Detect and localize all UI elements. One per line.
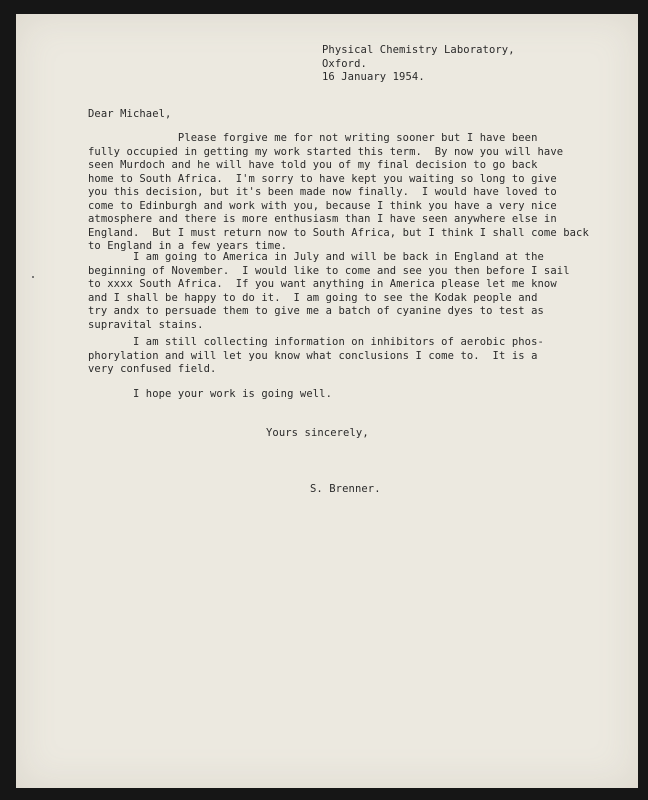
- margin-speck: [32, 276, 34, 278]
- address-line-city: Oxford.: [322, 57, 367, 70]
- typed-letter: [16, 14, 638, 788]
- letter-page: [16, 14, 638, 788]
- paragraph-2: I am going to America in July and will be back in England at the beginning of November. I would like to come and see you then before I sail to xxxx South Africa. If you want anything in America please let me know and I shall be happy to do it. I am going to see the Kodak people and try andx to persuade them to give me a batch of cyanine dyes to test as supravital stains.: [88, 251, 570, 331]
- paragraph-3: I am still collecting information on inhibitors of aerobic phos- phorylation and will let you know what conclusions I come to. It is a very confused field.: [88, 336, 544, 375]
- signature: S. Brenner.: [310, 483, 381, 495]
- paragraph-1: Please forgive me for not writing sooner but I have been fully occupied in getting my work started this term. By now you will have seen Murdoch and he will have told you of my final decision to go back home to South Africa. I'm sorry to have kept you waiting so long to give you this decision, but it's been made now finally. I would have loved to come to Edinburgh and work with you, because I think you have a very nice atmosphere and there is more enthusiasm than I have seen anywhere else in England. But I must return now to South Africa, but I think I shall come back to England in a few years time.: [88, 132, 589, 252]
- paragraph-4: I hope your work is going well.: [88, 388, 333, 400]
- salutation: Dear Michael,: [88, 108, 172, 120]
- closing: Yours sincerely,: [266, 427, 369, 439]
- address-line-institution: Physical Chemistry Laboratory,: [322, 44, 515, 56]
- sender-address: [322, 44, 515, 85]
- letter-date: 16 January 1954.: [322, 71, 425, 83]
